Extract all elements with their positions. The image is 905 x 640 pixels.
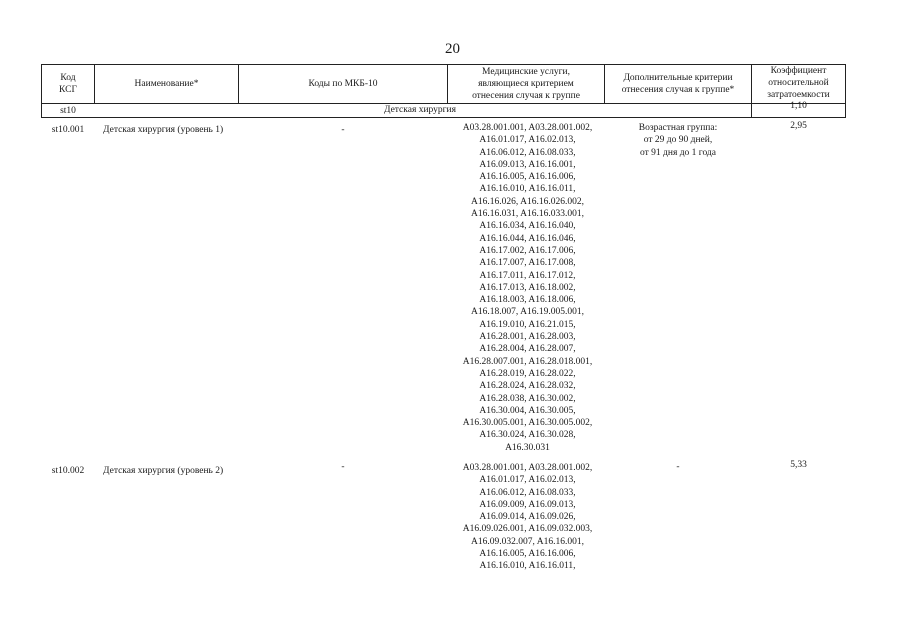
row-criteria: - bbox=[676, 462, 680, 472]
section-top-border bbox=[41, 117, 846, 118]
row-services: A03.28.001.001, A03.28.001.002, A16.01.017, A16.02.013, A16.06.012, A16.08.033, A16.09.013, A16.16.001, A16.16.005, A16.16.006, A16.16.010, A16.16.011, A16.16.026, A16.16.026.002, A16.16.031, A16.16.033.001, A16.16.034, A16.16.040, A16.16.044, A16.16.046, A16.17.002, A16.17.006, A16.17.007, A16.17.008, A16.17.011, A16.17.012, A16.17.013, A16.18.002, A16.18.003, A16.18.006, A16.18.007, A16.19.005.001, A16.19.010, A16.21.015, A16.28.001, A16.28.003, A16.28.004, A16.28.007, A16.28.007.001, A16.28.018.001, A16.28.019, A16.28.022, A16.28.024, A16.28.032, A16.28.038, A16.30.002, A16.30.004, A16.30.005, A16.30.005.001, A16.30.005.002, A16.30.024, A16.30.028, A16.30.031 bbox=[462, 123, 593, 453]
header-coef: Коэффициент относительной затратоемкости bbox=[767, 66, 830, 100]
row-criteria bbox=[605, 122, 751, 159]
row-icd: - bbox=[341, 125, 345, 135]
page-number: 20 bbox=[445, 41, 460, 57]
section-code: st10 bbox=[60, 106, 76, 116]
section-name: Детская хирургия bbox=[383, 105, 457, 115]
row-services: A03.28.001.001, A03.28.001.002, A16.01.017, A16.02.013, A16.06.012, A16.08.033, A16.09.009, A16.09.013, A16.09.014, A16.09.026, A16.09.026.001, A16.09.032.003, A16.09.032.007, A16.16.001, A16.16.005, A16.16.006, A16.16.010, A16.16.011, bbox=[462, 463, 593, 572]
header-code: Код КСГ bbox=[59, 73, 77, 95]
row-name: Детская хирургия (уровень 2) bbox=[103, 466, 224, 476]
row-coef: 5,33 bbox=[790, 460, 807, 470]
header-criteria: Дополнительные критерии отнесения случая к группе* bbox=[621, 73, 735, 95]
header-icd: Коды по МКБ-10 bbox=[308, 79, 378, 89]
section-coef: 1,10 bbox=[790, 101, 807, 111]
row-code: st10.002 bbox=[51, 466, 85, 476]
criteria-line: Возрастная группа: bbox=[638, 123, 718, 133]
row-icd: - bbox=[341, 462, 345, 472]
header-services: Медицинские услуги, являющиеся критерием отнесения случая к группе bbox=[472, 67, 580, 101]
criteria-line: от 91 дня до 1 года bbox=[640, 147, 716, 158]
row-coef: 2,95 bbox=[790, 121, 807, 131]
col-border bbox=[845, 64, 846, 117]
row-code: st10.001 bbox=[51, 125, 85, 135]
criteria-line: от 29 до 90 дней, bbox=[643, 135, 713, 146]
header-name: Наименование* bbox=[134, 79, 199, 89]
row-name: Детская хирургия (уровень 1) bbox=[103, 125, 224, 135]
